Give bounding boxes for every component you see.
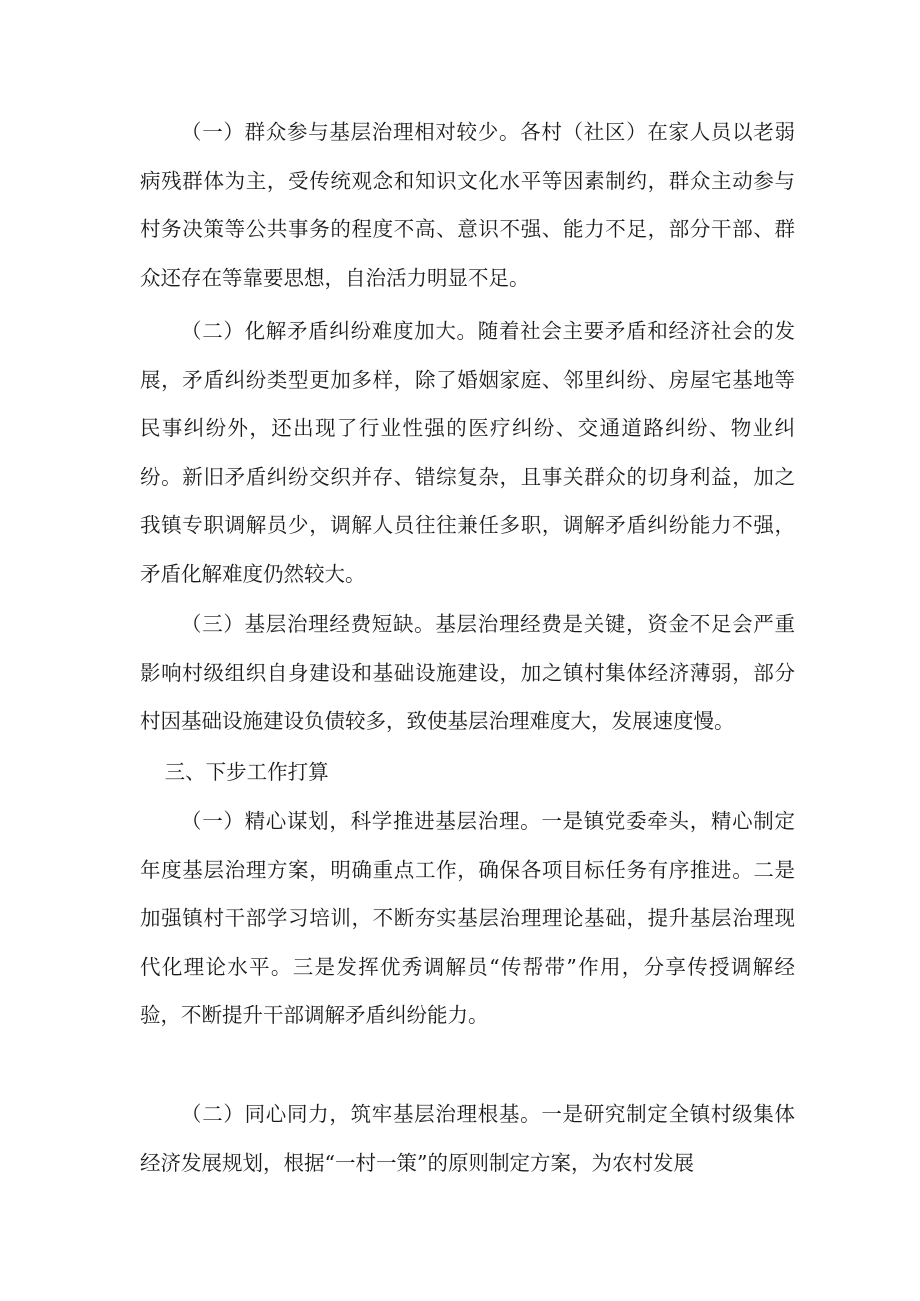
- paragraph-dispute-resolution: （二）化解矛盾纠纷难度加大。随着社会主要矛盾和经济社会的发展，矛盾纠纷类型更加多样，除了婚姻家庭、邻里纠纷、房屋宅基地等民事纠纷外，还出现了行业性强的医疗纠纷、交通道路纠纷、物业纠纷。新旧矛盾纠纷交织并存、错综复杂，且事关群众的切身利益，加之我镇专职调解员少，调解人员往往兼任多职，调解矛盾纠纷能力不强，矛盾化解难度仍然较大。: [140, 319, 795, 586]
- paragraph-grassroots-participation: （一）群众参与基层治理相对较少。各村（社区）在家人员以老弱病残群体为主，受传统观念和知识文化水平等因素制约，群众主动参与村务决策等公共事务的程度不高、意识不强、能力不足，部分干部、群众还存在等靠要思想，自治活力明显不足。: [140, 120, 795, 290]
- paragraph-plan-joint-effort: （二）同心同力，筑牢基层治理根基。一是研究制定全镇村级集体经济发展规划，根据“一村一策”的原则制定方案，为农村发展: [140, 1102, 795, 1175]
- paragraph-funding-shortage: （三）基层治理经费短缺。基层治理经费是关键，资金不足会严重影响村级组织自身建设和基础设施建设，加之镇村集体经济薄弱，部分村因基础设施建设负债较多，致使基层治理难度大，发展速度慢。: [140, 612, 795, 733]
- paragraph-plan-careful-planning: （一）精心谋划，科学推进基层治理。一是镇党委牵头，精心制定年度基层治理方案，明确重点工作，确保各项目标任务有序推进。二是加强镇村干部学习培训，不断夯实基层治理理论基础，提升基层治理现代化理论水平。三是发挥优秀调解员“传帮带”作用，分享传授调解经验，不断提升干部调解矛盾纠纷能力。: [140, 809, 795, 1027]
- section-heading-next-steps: 三、下步工作打算: [164, 760, 329, 784]
